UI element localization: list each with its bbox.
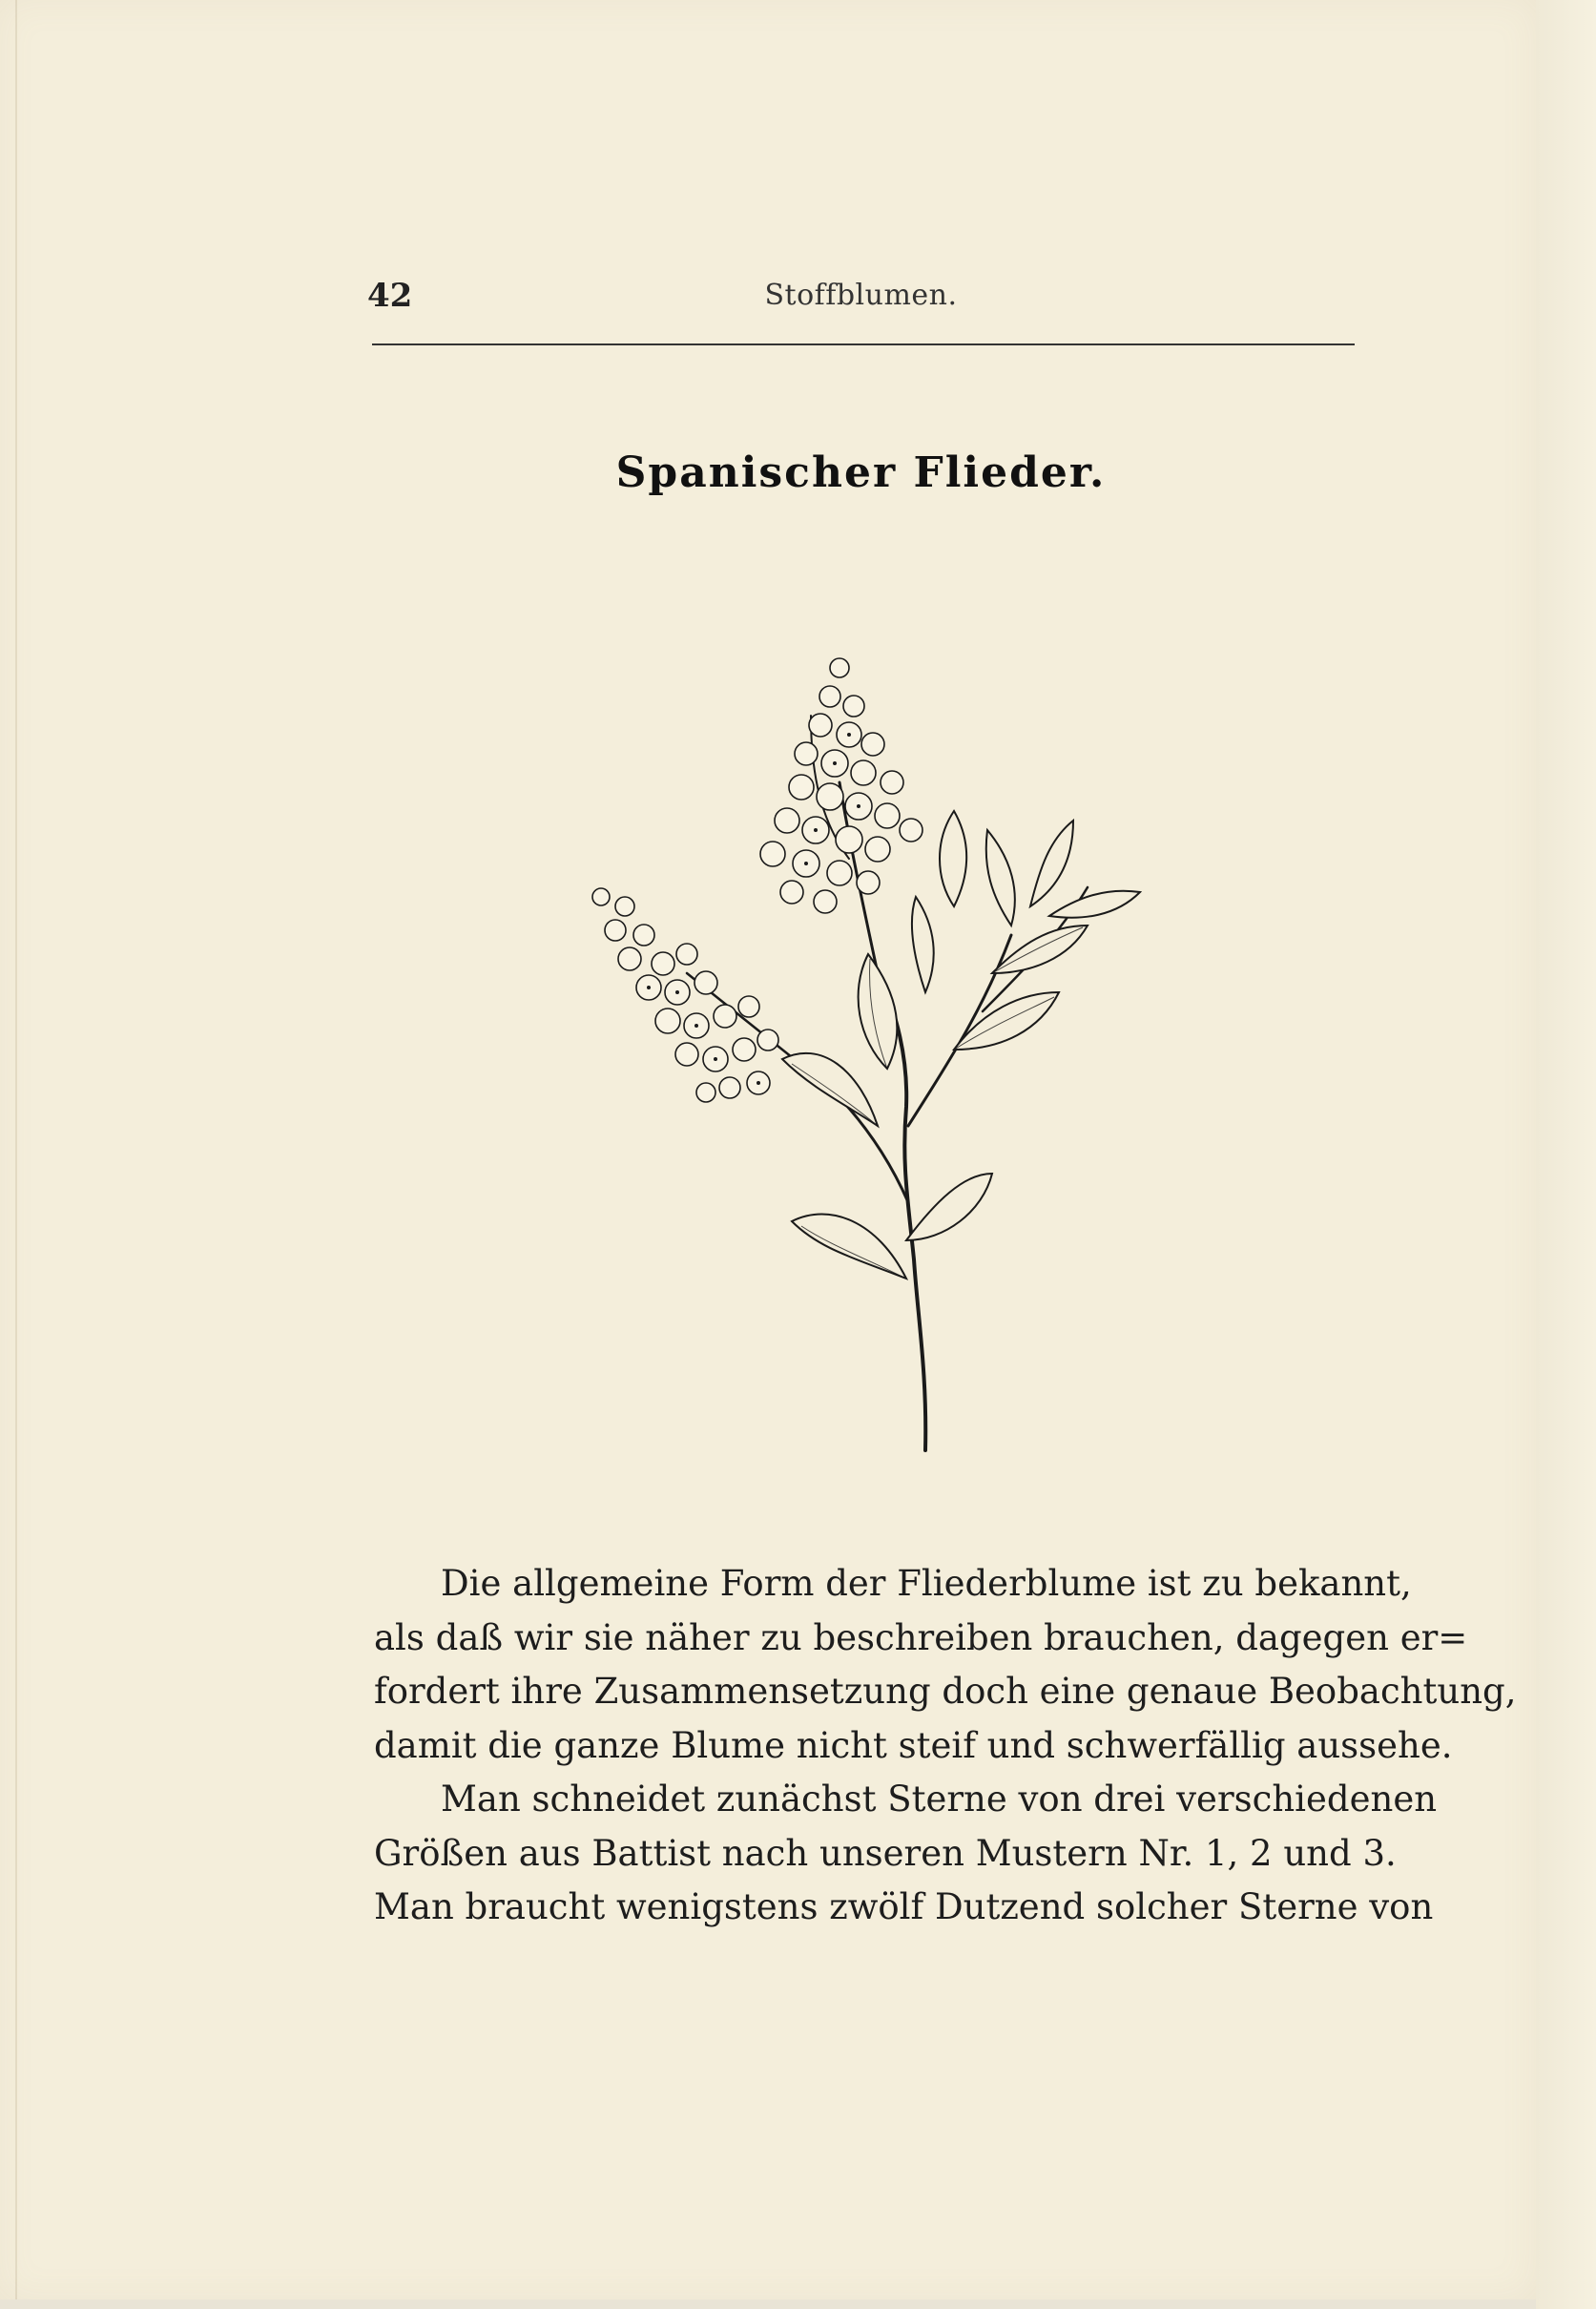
text-line: als daß wir sie näher zu beschreiben brauchen, dagegen er= — [374, 1616, 1468, 1658]
text-line: Die allgemeine Form der Fliederblume ist zu bekannt, — [441, 1563, 1412, 1604]
text-line: Man schneidet zunächst Sterne von drei verschiedenen — [441, 1779, 1438, 1820]
section-title: Spanischer Flieder. — [615, 448, 1107, 497]
text-line: fordert ihre Zusammensetzung doch eine genaue Beobachtung, — [374, 1671, 1517, 1712]
lilac-branch-illustration — [572, 592, 1164, 1469]
text-line: Man braucht wenigstens zwölf Dutzend solcher Sterne von — [374, 1886, 1434, 1927]
page-number: 42 — [367, 277, 413, 315]
page-header — [367, 277, 1355, 315]
page-fold-shadow — [15, 0, 17, 2299]
running-title: Stoffblumen. — [764, 279, 958, 312]
text-line: Größen aus Battist nach unseren Mustern Nr. 1, 2 und 3. — [374, 1832, 1397, 1874]
next-page-edge — [1536, 0, 1596, 2309]
text-line: damit die ganze Blume nicht steif und schwerfällig aussehe. — [374, 1724, 1453, 1766]
header-rule — [372, 343, 1355, 345]
body-text — [374, 1557, 1517, 1935]
